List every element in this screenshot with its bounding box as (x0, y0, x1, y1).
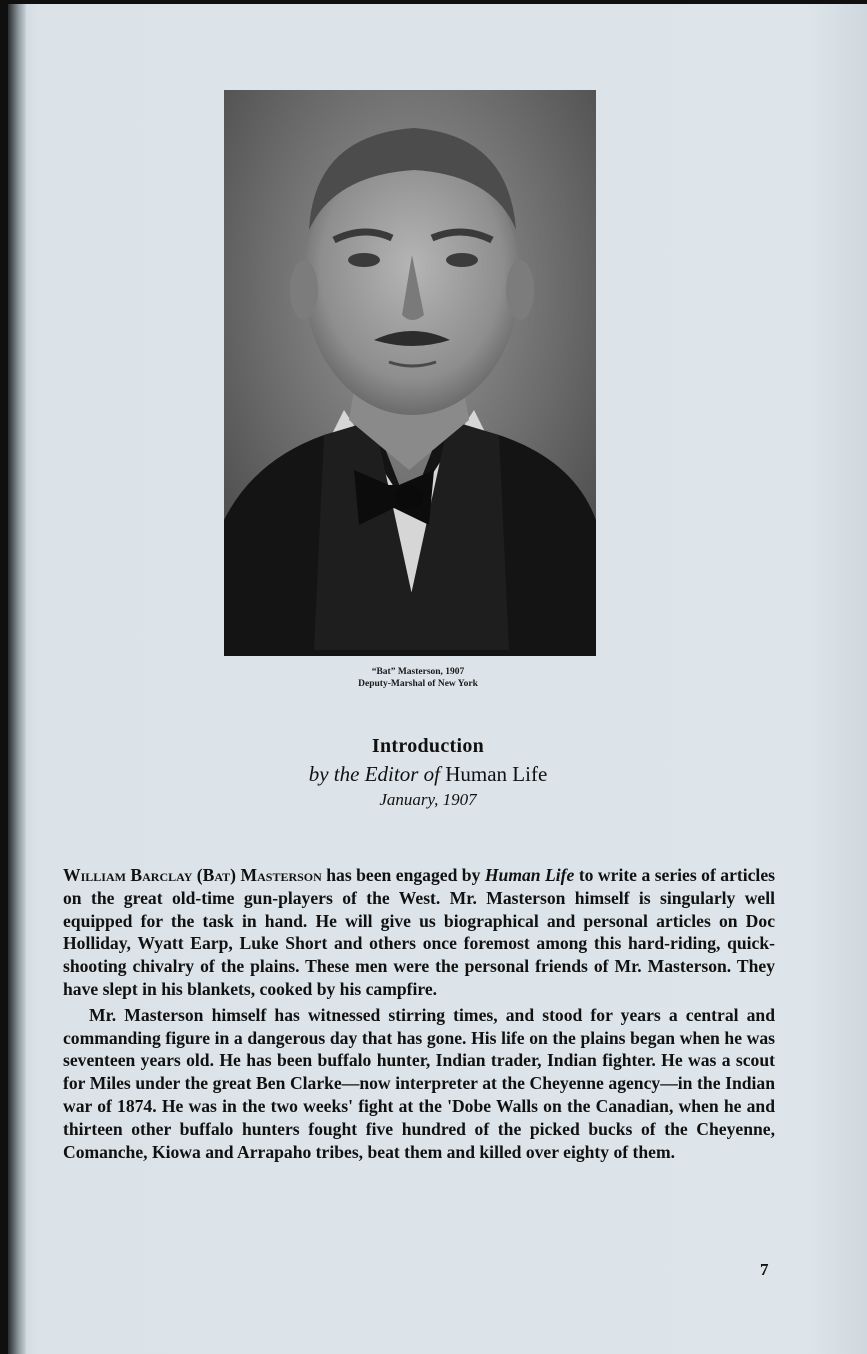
subject-name: William Barclay (Bat) Masterson (63, 865, 322, 885)
portrait-photo (224, 90, 596, 656)
publication-name: Human Life (484, 865, 575, 885)
paragraph-text: has been engaged by (321, 865, 485, 885)
byline-prefix: by the Editor of (308, 762, 440, 786)
byline (188, 762, 668, 787)
paragraph: Mr. Masterson himself has witnessed stirring times, and stood for years a central and commanding figure in a dangerous day that has gone. His life on the plains began when he was seventeen years old. He has been buffalo hunter, Indian trader, Indian fighter. He was a scout for Miles under the great Ben Clarke—now interpreter at the Cheyenne agency—in the Indian war of 1874. He was in the two weeks' fight at the 'Dobe Walls on the Canadian, when he and thirteen other buffalo hunters fought five hundred of the picked bucks of the Cheyenne, Comanche, Kiowa and Arrapaho tribes, beat them and killed over eighty of them. (63, 1004, 775, 1162)
body-text (63, 864, 775, 1163)
paragraph (63, 864, 775, 1001)
paragraph-text: to write a series of articles on the great old-time gun-players of the West. Mr. Masterson himself is singularly well equipped for the task in hand. He will give us biographical and personal articles on Doc Holliday, Wyatt Earp, Luke Short and others once foremost among this hard-riding, quick-shooting chivalry of the plains. These men were the personal friends of Mr. Masterson. They have slept in his blankets, cooked by his campfire. (63, 865, 775, 999)
book-spine-shadow (8, 4, 26, 1354)
page-number: 7 (760, 1260, 769, 1279)
chapter-title: Introduction (371, 735, 485, 757)
caption-subject: “Bat” Masterson, 1907 (371, 667, 465, 677)
caption-role: Deputy-Marshal of New York (358, 679, 478, 689)
dateline: January, 1907 (379, 790, 477, 809)
byline-publication: Human Life (445, 762, 548, 786)
photo-caption (258, 666, 578, 690)
book-page (8, 4, 867, 1354)
